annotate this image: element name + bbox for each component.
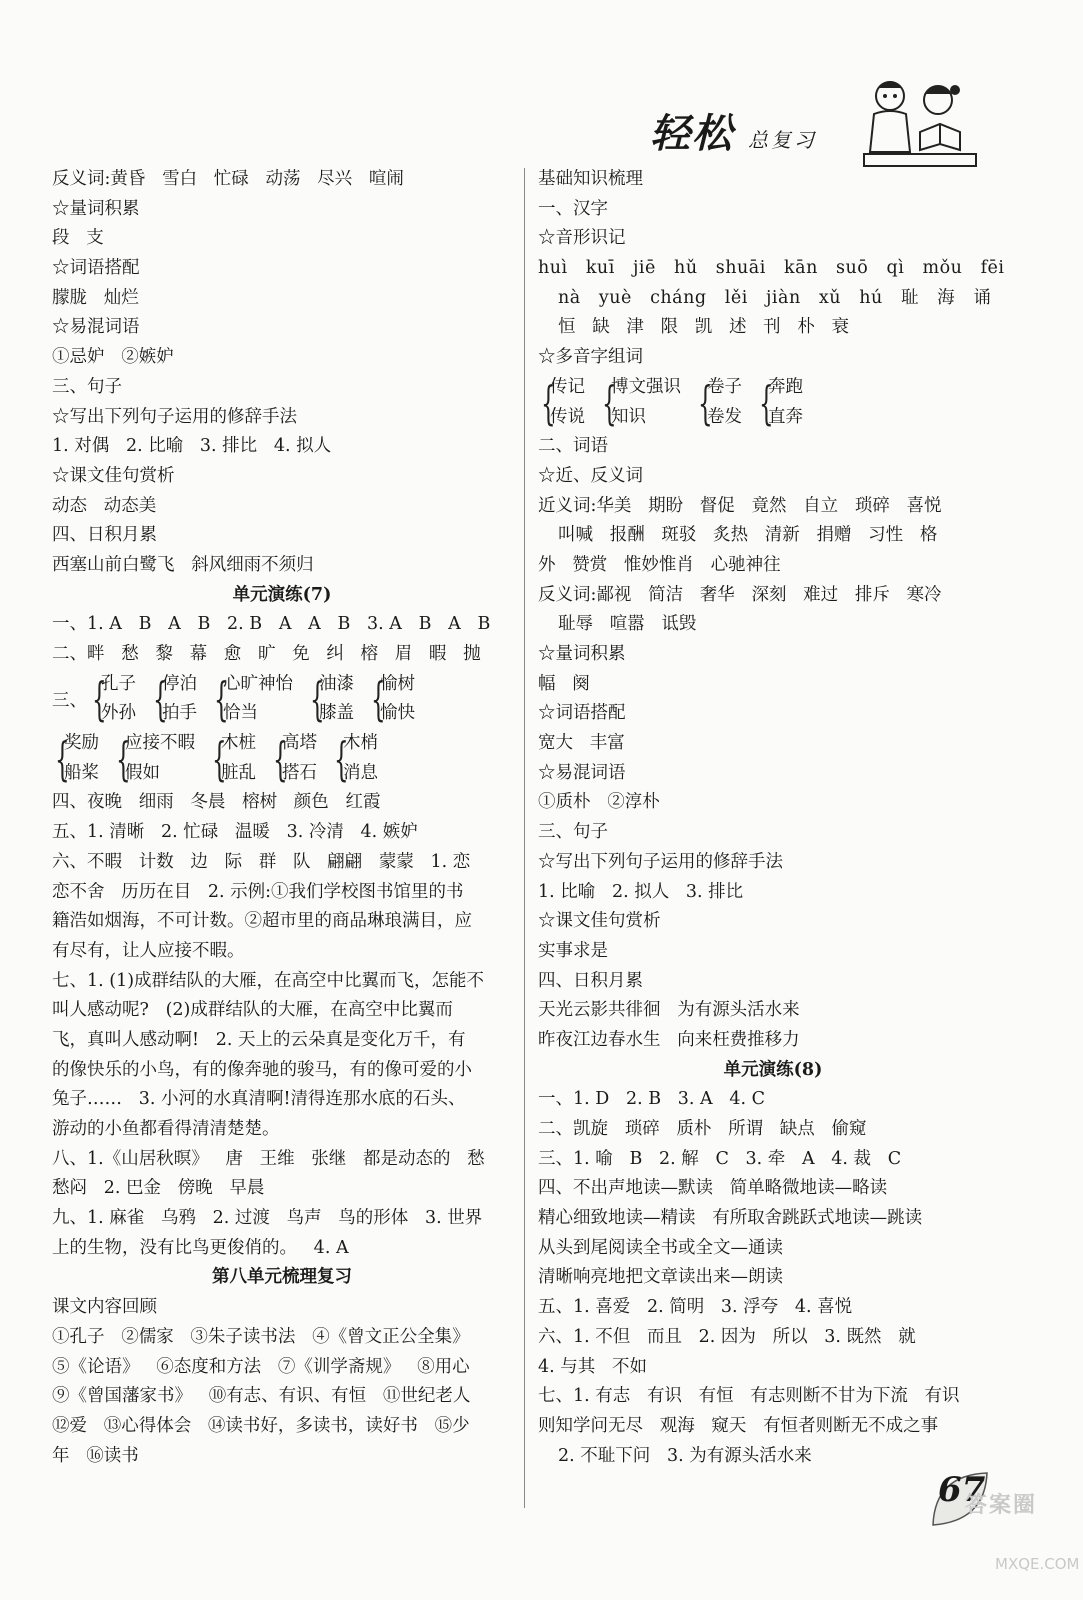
- text-line: 动态 动态美: [52, 495, 157, 516]
- brace-icon: {: [273, 731, 288, 786]
- text-line: 4. 与其 不如: [538, 1356, 647, 1377]
- column-divider: [524, 168, 525, 1508]
- word-pair: { 孔子 外孙: [92, 672, 136, 727]
- reading-children-icon: [860, 74, 980, 170]
- section-heading: ☆课文佳句赏析: [538, 911, 661, 932]
- text-line: 八、1.《山居秋暝》 唐 王维 张继 都是动态的 愁: [52, 1148, 485, 1169]
- text-line: 三、1. 喻 B 2. 解 C 3. 牵 A 4. 裁 C: [538, 1148, 902, 1169]
- word-pair: { 高塔 搭石: [273, 731, 317, 786]
- section-heading: ☆近、反义词: [538, 465, 643, 486]
- text-line: 籍浩如烟海，不可计数。②超市里的商品琳琅满目，应: [52, 911, 472, 932]
- section-heading: 四、日积月累: [538, 970, 643, 991]
- text-line: 五、1. 清晰 2. 忙碌 温暖 3. 冷清 4. 嫉妒: [52, 822, 418, 843]
- word-pair: { 应接不暇 假如: [116, 731, 195, 786]
- group-label: 三、: [52, 690, 87, 711]
- text-line: ①孔子 ②儒家 ③朱子读书法 ④《曾文正公全集》: [52, 1326, 470, 1347]
- brace-icon: {: [153, 672, 168, 727]
- brace-icon: {: [698, 375, 713, 430]
- book-logo: [650, 80, 980, 170]
- word-group-four: [52, 729, 512, 788]
- text-line: 四、不出声地读—默读 简单略微地读—略读: [538, 1178, 888, 1199]
- text-line: 近义词:华美 期盼 督促 竟然 自立 琐碎 喜悦: [538, 495, 942, 516]
- text-line: ①质朴 ②淳朴: [538, 792, 660, 813]
- brace-icon: {: [334, 731, 349, 786]
- logo-title: 轻松: [650, 110, 734, 157]
- text-line: 游动的小鱼都看得清清楚楚。: [52, 1119, 280, 1140]
- brace-icon: {: [602, 375, 617, 430]
- text-line: 五、1. 喜爱 2. 简明 3. 浮夸 4. 喜悦: [538, 1297, 853, 1318]
- text-line: 一、1. D 2. B 3. A 4. C: [538, 1089, 766, 1110]
- text-line: 有尽有，让人应接不暇。: [52, 940, 245, 961]
- text-line: 清晰响亮地把文章读出来—朗读: [538, 1267, 783, 1288]
- text-line: 1. 对偶 2. 比喻 3. 排比 4. 拟人: [52, 436, 332, 457]
- text-line: 昨夜江边春水生 向来枉费推移力: [538, 1029, 800, 1050]
- logo-subtitle: 总复习: [748, 128, 817, 152]
- word-pair: { 油漆 膝盖: [310, 672, 354, 727]
- section-heading: ☆音形识记: [538, 228, 626, 249]
- text-line: 1. 比喻 2. 拟人 3. 排比: [538, 881, 744, 902]
- text-line: 精心细致地读—精读 有所取舍跳跃式地读—跳读: [538, 1208, 923, 1229]
- brace-icon: {: [92, 672, 107, 727]
- text-line: 六、不暇 计数 边 际 群 队 翩翩 蒙蒙 1. 恋: [52, 851, 471, 872]
- brace-icon: {: [116, 731, 131, 786]
- text-line: 段 支: [52, 228, 104, 249]
- word-pair: { 木梢 消息: [334, 731, 378, 786]
- watermark-url: MXQE.COM: [995, 1555, 1080, 1573]
- text-line: 耻辱 喧嚣 诋毁: [558, 614, 697, 635]
- text-line: 二、凯旋 琐碎 质朴 所谓 缺点 偷窥: [538, 1119, 867, 1140]
- brace-icon: {: [55, 731, 70, 786]
- text-line: ①忌妒 ②嫉妒: [52, 347, 174, 368]
- text-line: 六、1. 不但 而且 2. 因为 所以 3. 既然 就: [538, 1326, 916, 1347]
- section-heading: ☆课文佳句赏析: [52, 465, 175, 486]
- word-pair: { 心旷神怡 恰当: [214, 672, 293, 727]
- section-heading: ☆词语搭配: [538, 703, 626, 724]
- text-line: 实事求是: [538, 940, 608, 961]
- word-pair: { 愉树 愉快: [371, 672, 415, 727]
- text-line: 年 ⑯读书: [52, 1445, 139, 1466]
- section-heading: 三、句子: [52, 376, 122, 397]
- left-column: [52, 165, 512, 1471]
- section-heading: ☆写出下列句子运用的修辞手法: [538, 851, 783, 872]
- text-line: 宽大 丰富: [538, 733, 625, 754]
- text-line: 外 赞赏 惟妙惟肖 心驰神往: [538, 554, 781, 575]
- text-line: 上的生物，没有比鸟更俊俏的。 4. A: [52, 1237, 349, 1258]
- section-heading: 一、汉字: [538, 198, 608, 219]
- unit-exercise-title: 单元演练(8): [723, 1059, 823, 1080]
- text-line: 兔子…… 3. 小河的水真清啊!清得连那水底的石头、: [52, 1089, 466, 1110]
- text-line: 四、夜晚 细雨 冬晨 榕树 颜色 红霞: [52, 792, 381, 813]
- text-line: 七、1. 有志 有识 有恒 有志则断不甘为下流 有识: [538, 1386, 960, 1407]
- pinyin-line: nà yuè cháng lěi jiàn xǔ hú 耻 海 诵: [558, 287, 992, 308]
- brace-icon: {: [214, 672, 229, 727]
- unit-exercise-title: 单元演练(7): [232, 584, 332, 605]
- brace-icon: {: [212, 731, 227, 786]
- watermark: 答案圈: [965, 1492, 1038, 1518]
- text-line: 从头到尾阅读全书或全文—通读: [538, 1237, 783, 1258]
- brace-icon: {: [759, 375, 774, 430]
- word-group-three: [52, 670, 512, 729]
- text-line: ⑨《曾国藩家书》 ⑩有志、有识、有恒 ⑪世纪老人: [52, 1386, 471, 1407]
- section-heading: ☆词语搭配: [52, 258, 140, 279]
- text-line: 叫人感动呢? (2)成群结队的大雁，在高空中比翼而: [52, 1000, 453, 1021]
- text-line: 七、1. (1)成群结队的大雁，在高空中比翼而飞，怎能不: [52, 970, 485, 991]
- text-line: 的像快乐的小鸟，有的像奔驰的骏马，有的像可爱的小: [52, 1059, 472, 1080]
- word-pair: { 奔跑 直奔: [759, 375, 803, 430]
- section-heading: ☆多音字组词: [538, 347, 643, 368]
- section-heading: ☆易混词语: [52, 317, 140, 338]
- text-line: 叫喊 报酬 斑驳 炙热 清新 捐赠 习性 格: [558, 525, 938, 546]
- page-number: 67: [938, 1470, 986, 1510]
- text-line: 愁闷 2. 巴金 傍晚 早晨: [52, 1178, 265, 1199]
- brace-icon: {: [371, 672, 386, 727]
- section-heading: 四、日积月累: [52, 525, 157, 546]
- section-heading: ☆写出下列句子运用的修辞手法: [52, 406, 297, 427]
- text-line: 飞，真叫人感动啊! 2. 天上的云朵真是变化万千，有: [52, 1029, 466, 1050]
- text-line: 九、1. 麻雀 乌鸦 2. 过渡 鸟声 鸟的形体 3. 世界: [52, 1208, 483, 1229]
- word-pair: { 卷子 卷发: [698, 375, 742, 430]
- section-heading: ☆量词积累: [52, 198, 140, 219]
- section-heading: 二、词语: [538, 436, 608, 457]
- section-heading: 三、句子: [538, 822, 608, 843]
- right-column: [538, 165, 1008, 1471]
- text-line: 西塞山前白鹭飞 斜风细雨不须归: [52, 554, 314, 575]
- text-line: 2. 不耻下问 3. 为有源头活水来: [558, 1445, 812, 1466]
- text-line: 反义词:黄昏 雪白 忙碌 动荡 尽兴 喧闹: [52, 169, 404, 189]
- polyphone-group: [538, 373, 1008, 432]
- pinyin-line: huì kuī jiē hǔ shuāi kān suō qì mǒu fēi: [538, 258, 1005, 279]
- word-pair: { 木桩 脏乱: [212, 731, 256, 786]
- word-pair: { 奖励 船桨: [55, 731, 99, 786]
- section-heading: 课文内容回顾: [52, 1297, 157, 1318]
- text-line: 朦胧 灿烂: [52, 287, 139, 308]
- text-line: 恒 缺 津 限 凯 述 刊 朴 衰: [558, 317, 850, 338]
- text-line: 反义词:鄙视 简洁 奢华 深刻 难过 排斥 寒冷: [538, 584, 942, 605]
- word-pair: { 传记 传说: [541, 375, 585, 430]
- brace-icon: {: [541, 375, 556, 430]
- text-line: 则知学问无尽 观海 窥天 有恒者则断无不成之事: [538, 1415, 939, 1436]
- word-pair: { 博文强识 知识: [602, 375, 681, 430]
- text-line: ⑫爱 ⑬心得体会 ⑭读书好，多读书，读好书 ⑮少: [52, 1415, 470, 1436]
- text-line: 二、畔 愁 黎 幕 愈 旷 免 纠 榕 眉 暇 抛: [52, 644, 481, 664]
- text-line: 天光云影共徘徊 为有源头活水来: [538, 1000, 800, 1021]
- text-line: 一、1. A B A B 2. B A A B 3. A B A B: [52, 614, 491, 635]
- review-section-title: 第八单元梳理复习: [212, 1267, 352, 1288]
- brace-icon: {: [310, 672, 325, 727]
- section-heading: 基础知识梳理: [538, 169, 643, 189]
- section-heading: ☆易混词语: [538, 762, 626, 783]
- word-pair: { 停泊 拍手: [153, 672, 197, 727]
- text-line: ⑤《论语》 ⑥态度和方法 ⑦《训学斋规》 ⑧用心: [52, 1356, 470, 1377]
- text-line: 恋不舍 历历在目 2. 示例:①我们学校图书馆里的书: [52, 881, 464, 902]
- text-line: 幅 阕: [538, 673, 590, 694]
- section-heading: ☆量词积累: [538, 644, 626, 665]
